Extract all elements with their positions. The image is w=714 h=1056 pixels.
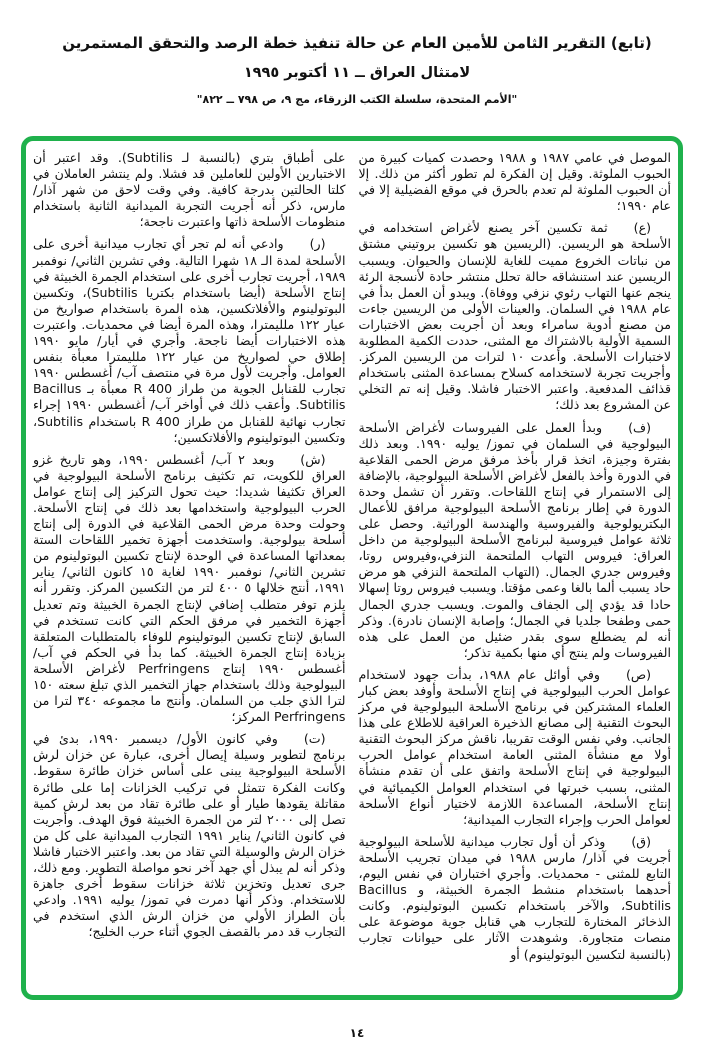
paragraph-label: (ت) xyxy=(303,731,326,747)
paragraph-label: (ف) xyxy=(628,419,651,435)
paragraph-label: (ص) xyxy=(625,666,651,682)
paragraph: (ف)وبدأ العمل على الفيروسات لأغراض الأسلحة البيولوجية في السلمان في تموز/ يوليه ١٩٩٠. وبعد ذلك بفترة وجيزة، اتخذ قرار بأخذ مرفق مرض الحمى القلاعية في الدورة وأخذ بالفعل لأغراض الأسلحة البيولوجية، بالإضافة إلى الاستمرار في إنتاج اللقاحات. وتقرر أن تشمل وحدة الدورة في إطار برنامج الأسلحة البيولوجية مرافق للأعمال البكتريولوجية والفيروسية والهندسة الوراثية. وحصل على ثلاثة عوامل فيروسية لبرنامج الأسلحة البيولوجية من داخل العراق: فيروس التهاب الملتحمة النزفي،وفيروس روتا، وفيروس جدري الجمال. (التهاب الملتحمة النزفي هو مرض حاد يسبب ألما بالغا وعمى مؤقتا. ويسبب فيروس روتا إسهالا حادا قد يؤدي إلى الجفاف والموت. ويسبب جدري الجمال حمى وطفحا جلديا في الجمال؛ وإصابة الإنسان نادرة). وذكر أنه لم يضطلع سوى بقدر ضئيل من العمل على هذه الفيروسات ولم ينتج أي منها بكمية تذكر؛ xyxy=(358,419,671,660)
paragraph: (ع)ثمة تكسين آخر يصنع لأغراض استخدامه في الأسلحة هو الريسين. (الريسين هو تكسين بروتيني مشتق من نباتات الخروع مميت للغاية للإنسان والحيوان. ويسبب الريسين عند استنشاقه حالة تحلل منتشر حادة لأنسجة الرئة ينجم عنها التهاب رئوي نزفي ووفاة). ويبدو أن العمل بدأ في عام ١٩٨٨ في السلمان. والعينات الأولى من الريسين جاءت من مصنع أدوية سامراء وبعد أن أجريت بعض الاختبارات السمية الأولية بالاشتراك مع المثنى، حددت الكمية المطلوبة لاختبارات الأسلحة. وأعدت ١٠ لترات من الريسين المركز. وأجريت تجربة لاستخدامه كسلاح بمساعدة المثنى باستخدام قذائف المدفعية. واعتبر الاختبار فاشلا. وقيل إنه تم التخلي عن المشروع بعد ذلك؛ xyxy=(358,220,671,413)
page-header xyxy=(0,36,714,106)
text-column-left xyxy=(33,150,346,969)
paragraph: (ق)وذكر أن أول تجارب ميدانية للأسلحة البيولوجية أجريت في آذار/ مارس ١٩٨٨ في ميدان تجريب الأسلحة التابع للمثنى - محمديات. وأجري اختباران في نفس اليوم، أحدهما باستخدام منشط الجمرة الخبيثة، و Bacillus Subtilis، والآخر باستخدام تكسين البوتولينوم. وكانت الذخائر المختارة للتجارب هي قنابل جوية موضوعة على منصات متجاورة. وشوهدت الآثار على حيوانات تجارب (بالنسبة لتكسين البوتولينوم) أو xyxy=(358,833,671,962)
paragraph: (ت)وفي كانون الأول/ ديسمبر ١٩٩٠، بدئ في برنامج لتطوير وسيلة إيصال أخرى، عبارة عن خزان لرش الأسلحة البيولوجية يبنى على أساس خزان طائرة سقوط. وكانت الفكرة تتمثل في تركيب الخزانات إما على طائرة مقاتلة يقودها طيار أو على طائرة تقاد من بعد لرش كمية تصل إلى ٢٠٠٠ لتر من الجمرة الخبيثة فوق الهدف. وأجريت في كانون الثاني/ يناير ١٩٩١ التجارب الميدانية على كل من خزان الرش والوسيلة التي تقاد من بعد. واعتبر الاختبار فاشلا وذكر أنه لم يبذل أي جهد آخر نحو مواصلة التطوير. ومع ذلك، جرى تعديل وتخزين ثلاثة خزانات سقوط أخرى جاهزة للاستخدام. وذكر أنها دمرت في تموز/ يوليه ١٩٩١. وادعي بأن الطراز الأولي من خزان الرش الذي استخدم في التجارب قد دمر بالقصف الجوي أثناء حرب الخليج؛ xyxy=(33,731,346,940)
paragraph: على أطباق بتري (بالنسبة لـ Subtilis). وقد اعتبر أن الاختبارين الأولين للعاملين قد فشلا. ولم ينتشر العاملان في كلتا الحالتين بدرجة كافية. وفي وقت لاحق من شهر آذار/ مارس، ذكر أنه أجريت التجربة الميدانية الثانية باستخدام منظومات الأسلحة ذاتها واعتبرت ناجحة؛ xyxy=(33,150,346,230)
page-number: ١٤ xyxy=(349,1026,365,1040)
report-subtitle: لامتثال العراق ــ ١١ أكتوبر ١٩٩٥ xyxy=(243,65,471,81)
source-citation: "الأمم المتحدة، سلسلة الكتب الزرقاء، مج ٩، ص ٧٩٨ ــ ٨٢٢" xyxy=(196,93,518,106)
report-title: (تابع) التقرير الثامن للأمين العام عن حالة تنفيذ خطة الرصد والتحقق المستمرين xyxy=(62,34,652,52)
content-border-box xyxy=(21,136,683,1000)
paragraph: (ص)وفي أوائل عام ١٩٨٨، بدأت جهود لاستخدام عوامل الحرب البيولوجية في إنتاج الأسلحة وأوفد بعض كبار العلماء المشتركين في برنامج الأسلحة البيولوجية في مركز البحوث التقنية إلى مصانع الذخيرة العراقية للاطلاع على هذا الجانب. وفي نفس الوقت تقريبا، ناقش مركز البحوث التقنية أولا مع منشأة المثنى العامة استخدام عوامل الحرب البيولوجية في إنتاج الأسلحة واتفق على أن تقدم منشأة المثنى، بسبب خبرتها في استخدام العوامل الكيميائية في إنتاج الأسلحة، المساعدة اللازمة لاختيار أنواع الأسلحة لعوامل الحرب وإجراء التجارب الميدانية؛ xyxy=(358,666,671,827)
paragraph-label: (ش) xyxy=(300,451,326,467)
paragraph: الموصل في عامي ١٩٨٧ و ١٩٨٨ وحصدت كميات كبيرة من الحبوب الملوثة. وقيل إن الفكرة لم تطور أكثر من ذلك. إلا أن الحبوب الملوثة لم تعدم بالحرق في موقع الفضيلية إلا في عام ١٩٩٠؛ xyxy=(358,150,671,214)
text-column-right xyxy=(359,150,672,969)
paragraph-label: (ع) xyxy=(633,220,651,236)
paragraph: (ر)وادعي أنه لم تجر أي تجارب ميدانية أخرى على الأسلحة لمدة الـ ١٨ شهرا التالية. وفي تشرين الثاني/ نوفمبر ١٩٨٩، أجريت تجارب أخرى على استخدام الجمرة الخبيثة في إنتاج الأسلحة (أيضا باستخدام بكتريا Subtilis)، وتكسين البوتولينوم والأفلاتكسين، هذه المرة باستخدام صواريخ من عيار ١٢٢ ملليمترا، وهذه المرة أيضا في محمديات. واعتبرت هذه الاختبارات أيضا ناجحة. وأجري في أيار/ مايو ١٩٩٠ إطلاق حي لصواريخ من عيار ١٢٢ ملليمترا معبأة بنفس العوامل. وأجريت لأول مرة في منتصف آب/ أغسطس ١٩٩٠ تجارب للقنابل الجوية من طراز R 400 معبأة بـ Bacillus Subtilis. وأعقب ذلك في أواخر آب/ أغسطس ١٩٩٠ إجراء تجارب نهائية للقنابل من طراز R 400 باستخدام Subtilis، وتكسين البوتولينوم والأفلاتكسين؛ xyxy=(33,236,346,445)
paragraph-label: (ق) xyxy=(631,833,651,849)
two-column-layout xyxy=(26,141,678,975)
paragraph-label: (ر) xyxy=(309,236,326,252)
paragraph: (ش)وبعد ٢ آب/ أغسطس ١٩٩٠، وهو تاريخ غزو العراق للكويت، تم تكثيف برنامج الأسلحة البيولوجية في العراق تكثيفا شديدا: حيث تحول التركيز إلى إنتاج عوامل الحرب البيولوجية واستخدامها بعد ذلك في إنتاج الأسلحة. وحولت وحدة مرض الحمى القلاعية في الدورة إلى إنتاج أسلحة بيولوجية. واستخدمت أجهزة تخمير اللقاحات الستة بمعداتها المساعدة في الوحدة لإنتاج تكسين البوتولينوم من تشرين الثاني/ نوفمبر ١٩٩٠ لغاية ١٥ كانون الثاني/ يناير ١٩٩١، أنتج خلالها ٥ ٤٠٠ لتر من التكسين المركز. وتقرر أنه يلزم توفر متطلب إضافي لإنتاج الجمرة الخبيثة وتم تعديل أجهزة التخمير في مرفق الحكم التي كانت تستخدم في السابق لإنتاج تكسين البوتولينوم للوفاء بالمتطلبات المتعلقة بزيادة إنتاج الجمرة الخبيثة. كما بدأ في الحكم في آب/ أغسطس ١٩٩٠ إنتاج Perfringens لأغراض الأسلحة البيولوجية وذلك باستخدام جهاز التخمير الذي تبلغ سعته ١٥٠ لترا الذي جلب من السلمان. وأنتج ما مجموعه ٣٤٠ لترا من Perfringens المركز؛ xyxy=(33,451,346,725)
